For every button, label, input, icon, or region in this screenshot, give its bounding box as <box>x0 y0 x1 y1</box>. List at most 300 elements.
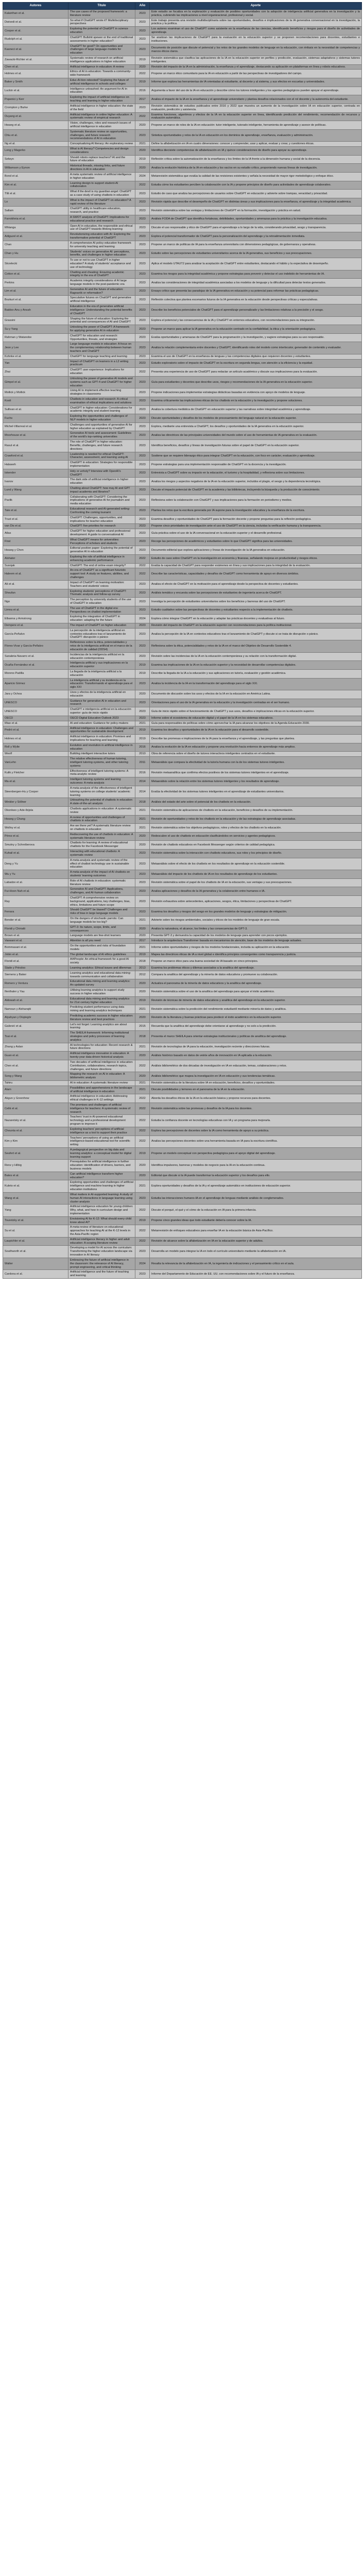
cell-authors: Chen et al. <box>3 64 68 70</box>
table-row <box>3 640 362 652</box>
table-row <box>3 563 362 568</box>
table-row <box>3 952 362 957</box>
cell-year: 2022 <box>135 1237 150 1246</box>
cell-year: 2022 <box>135 555 150 564</box>
cell-authors: Moreno Padilla <box>3 669 68 678</box>
cell-year: 2023 <box>135 469 150 478</box>
table-row <box>3 841 362 850</box>
cell-title: Unleashing the potential of chatbots in education: A state-of-the-art analysis <box>68 798 135 807</box>
table-row <box>3 44 362 56</box>
cell-year: 2022 <box>135 1103 150 1115</box>
cell-year: 2023 <box>135 304 150 316</box>
table-body <box>3 10 362 1279</box>
table-row <box>3 707 362 716</box>
cell-title: A meta-analysis and systematic review of the effect of chatbot technology use in sustainable education <box>68 858 135 870</box>
cell-year: 2021 <box>135 943 150 952</box>
cell-title: AI technologies for education: Recent research & future directions <box>68 1043 135 1052</box>
cell-contribution: Guía para estudiantes y docentes que describe usos, riesgos y recomendaciones de la IA generativa en la educación superior. <box>150 376 362 388</box>
cell-year: 2023 <box>135 858 150 870</box>
cell-contribution: Sostiene que se requiere liderazgo ético para integrar ChatGPT en la educación, con foco en carácter, evaluación y aprendizaje. <box>150 452 362 461</box>
cell-contribution: Revisión sistemática sobre la interacción con chatbots educativos, sus roles y los principios de diseño. <box>150 850 362 858</box>
cell-year: 2017 <box>135 95 150 104</box>
table-row <box>3 699 362 707</box>
cell-year: 2021 <box>135 806 150 815</box>
cell-authors: Holmes et al. <box>3 735 68 743</box>
cell-title: Vision, challenges, roles and research issues of artificial intelligence in education <box>68 121 135 130</box>
cell-contribution: Revisión sistemática de estudios publicados entre 2016 y 2022 que muestra un aumento de la investigación sobre IA en educación superior, centrada en evaluación, predicción y asistencia. <box>150 104 362 112</box>
cell-contribution: Informe del Departamento de Educación de EE. UU. con recomendaciones sobre IA y el futuro de la enseñanza. <box>150 1270 362 1279</box>
cell-contribution: Analiza los riesgos y aspectos negativos de la IA en la educación superior, incluidos el plagio, el sesgo y la dependencia tecnológica. <box>150 478 362 486</box>
cell-title: To use or not to use ChatGPT in higher education? A study of students' acceptance and use of technology <box>68 258 135 270</box>
cell-authors: Baidoo-Anu y Ansah <box>3 304 68 316</box>
table-row <box>3 325 362 334</box>
cell-contribution: Analiza las percepciones docentes sobre una herramienta basada en IA para la escritura científica. <box>150 1136 362 1147</box>
cell-authors: Ifenthaler y Yau <box>3 988 68 997</box>
cell-title: Open AI in education, the responsible and ethical use of ChatGPT towards lifelong learning <box>68 224 135 232</box>
cell-contribution: Examina desafíos y oportunidades de ChatGPT para la formación docente y propone preguntas para la reflexión pedagógica. <box>150 515 362 524</box>
cell-authors: Mollick y Mollick <box>3 388 68 397</box>
table-row <box>3 64 362 70</box>
cell-contribution: Informe que explora las herramientas de IA orientadas al estudiante, al docente y al sistema, y sus efectos en escuelas y universidades. <box>150 78 362 87</box>
table-row <box>3 35 362 44</box>
cell-title: Exploring the opportunities and challenges of NLP models in higher education <box>68 414 135 423</box>
table-row <box>3 172 362 181</box>
cell-contribution: Actualiza el panorama de la minería de datos educativos y la analítica del aprendizaje. <box>150 979 362 988</box>
cell-authors: Bond et al. <box>3 172 68 181</box>
cell-title: Exploring students' perceptions of ChatGPT: Thematic analysis and follow-up survey <box>68 589 135 598</box>
cell-authors: Bender et al. <box>3 917 68 925</box>
cell-year: 2021 <box>135 721 150 726</box>
cell-year: 2019 <box>135 56 150 64</box>
cell-title: Chatbots applications in education: A systematic review <box>68 806 135 815</box>
table-row <box>3 27 362 36</box>
cell-year: 2020 <box>135 64 150 70</box>
cell-year: 2023 <box>135 431 150 440</box>
cell-year: 2023 <box>135 461 150 469</box>
cell-year: 2020 <box>135 988 150 997</box>
table-row <box>3 743 362 752</box>
table-row <box>3 95 362 104</box>
cell-title: Chatting and cheating: Ensuring academic integrity in the era of ChatGPT <box>68 270 135 279</box>
cell-authors: Alyahyan y Düştegör <box>3 1013 68 1022</box>
table-row <box>3 815 362 824</box>
cell-year: 2019 <box>135 952 150 957</box>
cell-year: 2023 <box>135 495 150 506</box>
cell-year: 2023 <box>135 359 150 368</box>
cell-year: 2023 <box>135 537 150 546</box>
cell-contribution: Explora cómo integrar ChatGPT en la educación y adaptar las prácticas docentes y evaluativas al futuro. <box>150 615 362 623</box>
cell-title: Learning analytics: Ethical issues and dilemmas <box>68 966 135 971</box>
table-row <box>3 908 362 917</box>
cell-contribution: Metarrevisión de enfoques educativos para enseñar IA en la educación básica de Asia-Pacífico. <box>150 1225 362 1237</box>
cell-authors: Dempere et al. <box>3 623 68 629</box>
table-row <box>3 850 362 858</box>
cell-contribution: Estudia las interacciones humano-IA en el aprendizaje de lenguas mediante análisis de conglomerados. <box>150 1192 362 1204</box>
cell-authors: Selwyn <box>3 155 68 164</box>
cell-contribution: Plantea los retos que la escritura generada por IA supone para la investigación educativa y la enseñanza de la escritura. <box>150 507 362 516</box>
cell-contribution: Ensayo crítico que presenta las paradojas de la IA generativa en educación y su potencial para reformar las prácticas pedagógicas. <box>150 287 362 296</box>
table-row <box>3 1043 362 1052</box>
cell-contribution: Revisión sistemática sobre las promesas y desafíos de la IA para los docentes. <box>150 1103 362 1115</box>
cell-title: Using AI to implement effective teaching strategies in classrooms <box>68 388 135 397</box>
table-row <box>3 422 362 431</box>
cell-title: ChatGPT: A comprehensive review on background, applications, key challenges, bias, ethics, limitations and future scope <box>68 896 135 908</box>
cell-year: 2023 <box>135 524 150 529</box>
cell-contribution: Discute el uso responsable y ético de ChatGPT para el aprendizaje a lo largo de la vida, considerando privacidad, sesgo y transparencia. <box>150 224 362 232</box>
cell-contribution: Revisión sistemática sobre las ventajas y limitaciones de ChatGPT en la formación, investigación y práctica en salud. <box>150 207 362 215</box>
cell-authors: Trust et al. <box>3 515 68 524</box>
cell-authors: Tate et al. <box>3 507 68 516</box>
cell-authors: Miao et al. <box>3 721 68 726</box>
table-row <box>3 440 362 452</box>
cell-title: AI in education: A systematic literature review <box>68 1080 135 1086</box>
cell-authors: Zhai <box>3 368 68 377</box>
cell-year: 2023 <box>135 129 150 141</box>
cell-authors: Song y Wang <box>3 1072 68 1081</box>
cell-title: Artificial intelligence education for young children: Why, what, and how in curriculum design and implementation <box>68 1205 135 1216</box>
cell-year: 2019 <box>135 669 150 678</box>
cell-year: 2020 <box>135 841 150 850</box>
cell-title: ChatGPT for language teaching and learning <box>68 354 135 359</box>
cell-contribution: Discute el porqué, el qué y el cómo de la educación en IA para la primera infancia. <box>150 1205 362 1216</box>
cell-title: Envisioning AI for K-12: What should every child know about AI? <box>68 1216 135 1225</box>
table-row <box>3 461 362 469</box>
cell-title: Inteligencia artificial y sus implicaciones en la educación superior <box>68 661 135 670</box>
cell-contribution: Analiza el impacto de la IA en la enseñanza y el aprendizaje universitario y plantea desafíos relacionados con el rol docente y la autonomía del estudiante. <box>150 95 362 104</box>
cell-title: Attention is all you need <box>68 939 135 944</box>
cell-title: Exploring the integration of ChatGPT in education: adapting for the future <box>68 615 135 623</box>
table-row <box>3 798 362 807</box>
table-row <box>3 147 362 156</box>
table-row <box>3 414 362 423</box>
table-row <box>3 376 362 388</box>
cell-year: 2022 <box>135 1060 150 1072</box>
cell-authors: Shoufan <box>3 589 68 598</box>
cell-contribution: Estudio de caso sobre ChatGPT en la investigación en economía y finanzas, señalando mejoras en productividad y riesgos éticos. <box>150 555 362 564</box>
cell-title: On the opportunities and risks of foundation models <box>68 943 135 952</box>
cell-title: ChatGPT: Challenges, opportunities, and implications for teacher education <box>68 515 135 524</box>
cell-title: Systematic literature review on opportunities, challenges, and future research recommendations of AI in education <box>68 129 135 141</box>
table-row <box>3 925 362 934</box>
cell-title: ChatGPT e inteligencia artificial en la educación superior: guía de inicio rápido <box>68 707 135 716</box>
cell-year: 2023 <box>135 589 150 598</box>
cell-contribution: Redescubre el uso de chatbots en educación clasificándolos en servicios y agentes pedagógicos. <box>150 832 362 841</box>
table-row <box>3 726 362 735</box>
cell-title: ChatGPT: Bullshit spewer or the end of traditional assessments in higher education? <box>68 35 135 44</box>
table-row <box>3 104 362 112</box>
table-row <box>3 515 362 524</box>
cell-title: A review of opportunities and challenges of chatbots in education <box>68 815 135 824</box>
cell-contribution: Explora las percepciones de docentes sobre la IA como herramienta de apoyo a su práctica. <box>150 1127 362 1136</box>
table-row <box>3 628 362 640</box>
cell-title: Artificial intelligence innovation in education: A twenty-year data-driven historical analysis <box>68 1052 135 1060</box>
cell-authors: Ouyang et al. <box>3 112 68 121</box>
cell-title: Holy or unholy? Interview with OpenAI's ChatGPT <box>68 469 135 478</box>
table-row <box>3 224 362 232</box>
table-row <box>3 870 362 879</box>
cell-contribution: Documento de posición que discute el potencial y los retos de los grandes modelos de lenguaje en la educación, con énfasis en la necesidad de competencias y marcos éticos claros. <box>150 44 362 56</box>
cell-authors: Laupichler et al. <box>3 1237 68 1246</box>
cell-contribution: Informe sobre el ecosistema de educación digital y el papel de la IA en los sistemas educativos. <box>150 716 362 721</box>
literature-review-table <box>3 2 362 1279</box>
cell-title: A meta systematic review of artificial intelligence in higher education <box>68 172 135 181</box>
cell-title: Artificial intelligence in online higher education: A systematic review of empirical research <box>68 112 135 121</box>
cell-authors: Farrokhnia et al. <box>3 215 68 224</box>
cell-year: 2023 <box>135 580 150 589</box>
cell-authors: Moorhouse et al. <box>3 431 68 440</box>
cell-year: 2021 <box>135 1005 150 1014</box>
cell-title: Developing a model for AI across the curriculum: Transforming the higher education landscape via innovation in AI literacy <box>68 1246 135 1258</box>
cell-year: 2023 <box>135 215 150 224</box>
cell-contribution: Estudio sobre las percepciones de estudiantes universitarios acerca de la IA generativa, sus beneficios y sus preocupaciones. <box>150 249 362 258</box>
cell-year: 2023 <box>135 870 150 879</box>
cell-contribution: Estudia la confianza docente en tecnologías educativas con IA y un programa para mejorarla. <box>150 1115 362 1127</box>
cell-title: Reflexiones sobre la ética, potencialidades y retos de la inteligencia artificial en el marco de la educación de calidad (ODS4) <box>68 640 135 652</box>
cell-contribution: Sintetiza oportunidades y retos de la IA en educación en los dominios de aprendizaje, enseñanza, evaluación y administración. <box>150 129 362 141</box>
cell-title: Artificial intelligence in education: Addressing ethical challenges in K-12 settings <box>68 1094 135 1103</box>
cell-year: 2023 <box>135 699 150 707</box>
cell-authors: Ali et al. <box>3 580 68 589</box>
cell-title: AI4People: An ethical framework for a good AI society <box>68 957 135 966</box>
table-row <box>3 287 362 296</box>
cell-contribution: Analiza la cobertura mediática de ChatGPT en educación superior y las narrativas sobre integridad académica y aprendizaje. <box>150 405 362 414</box>
table-row <box>3 296 362 304</box>
cell-contribution: Analiza las consideraciones de integridad académica asociadas a los modelos de lenguaje y la dificultad para detectar textos generados. <box>150 279 362 287</box>
cell-year: 2019 <box>135 661 150 670</box>
table-row <box>3 966 362 971</box>
cell-year: 2023 <box>135 507 150 516</box>
cell-title: A SWOT analysis of ChatGPT: Implications for educational practice and research <box>68 215 135 224</box>
cell-authors: Grassini <box>3 316 68 325</box>
table-row <box>3 1180 362 1192</box>
table-row <box>3 537 362 546</box>
table-row <box>3 777 362 786</box>
cell-title: A pedagogical perspective on big data and learning analytics: a conceptual model for digital learning support <box>68 1147 135 1159</box>
cell-contribution: Estudio de caso que analiza las percepciones de usuarios sobre ChatGPT en educación y advierte sobre trampas, veracidad y privacidad. <box>150 190 362 198</box>
cell-authors: Kooli <box>3 397 68 405</box>
cell-title: La percepción de la inteligencia artificial en contextos educativos tras el lanzamiento de ChatGPT: disrupción o pánico <box>68 628 135 640</box>
cell-contribution: Explora el potencial transformador de ChatGPT para la personalización del aprendizaje y la retroalimentación inmediata. <box>150 232 362 241</box>
cell-authors: Yan <box>3 359 68 368</box>
cell-authors: Touretzky et al. <box>3 1216 68 1225</box>
table-row <box>3 690 362 699</box>
table-row <box>3 832 362 841</box>
table-row <box>3 979 362 988</box>
cell-contribution: Presenta GPT-3 y demuestra la capacidad de los modelos de lenguaje para aprender con pocos ejemplos. <box>150 934 362 939</box>
cell-authors: Cotton et al. <box>3 270 68 279</box>
table-row <box>3 1005 362 1014</box>
cell-title: ChatGPT in higher education: Considerations for academic integrity and student learning <box>68 405 135 414</box>
cell-title: Should ChatGPT be biased? Challenges and risks of bias in large language models <box>68 908 135 917</box>
cell-authors: Chan y Hu <box>3 249 68 258</box>
table-row <box>3 78 362 87</box>
cell-title: Learning design to support student-AI collaboration <box>68 181 135 190</box>
cell-year: 2019 <box>135 78 150 87</box>
cell-authors: Steenbergen-Hu y Cooper <box>3 786 68 798</box>
cell-title: Exploring the impact of artificial intelligence on teaching and learning in higher education <box>68 95 135 104</box>
cell-authors: Perkins <box>3 279 68 287</box>
table-row <box>3 469 362 478</box>
cell-title: Usos y efectos de la inteligencia artificial en educación <box>68 690 135 699</box>
cell-authors: Sanabria-Navarro et al. <box>3 652 68 661</box>
cell-contribution: Guía para responsables de políticas sobre cómo aprovechar la IA para alcanzar los objetivos de la Agenda Educación 2030. <box>150 721 362 726</box>
cell-title: ChatGPT for education and research: Opportunities, threats, and strategies <box>68 333 135 342</box>
cell-authors: Atlas <box>3 529 68 538</box>
cell-authors: Crawford et al. <box>3 452 68 461</box>
cell-title: Shaping the future of education: Exploring the potential and consequences of AI and ChatGPT <box>68 316 135 325</box>
cell-year: 2024 <box>135 172 150 181</box>
table-row <box>3 1216 362 1225</box>
cell-title: Academic integrity considerations of AI large language models in the post-pandemic era <box>68 279 135 287</box>
cell-year: 2019 <box>135 726 150 735</box>
cell-title: On the dangers of stochastic parrots: Can language models be too big? <box>68 917 135 925</box>
cell-contribution: Define la alfabetización en IA en cuatro dimensiones: conocer y comprender, usar y aplicar, evaluar y crear, y cuestiones éticas. <box>150 142 362 147</box>
cell-contribution: Aborda los desafíos éticos de la IA en la educación básica y propone recursos para docentes. <box>150 1094 362 1103</box>
cell-contribution: Propone un marco de roles de la IA en educación: tutor inteligente, tutorado inteligente, herramienta de aprendizaje y asesor de políticas. <box>150 121 362 130</box>
cell-contribution: Este estudio se focaliza en la exploración y evaluación de posibles oportunidades con la adopción de inteligencia artificial generativa en la investigación y la práctica, cubriendo las implicaciones a nivel organizacional, profesional y social. <box>150 10 362 19</box>
cell-contribution: Evalúa la efectividad de los sistemas tutores inteligentes en el aprendizaje de estudiantes universitarios. <box>150 786 362 798</box>
cell-title: The use of ChatGPT in the digital era: Perspectives on chatbot implementation <box>68 606 135 615</box>
table-row <box>3 752 362 757</box>
cell-authors: Ngo <box>3 598 68 606</box>
cell-contribution: Discute oportunidades y desafíos de los modelos de procesamiento del lenguaje natural en la educación superior. <box>150 414 362 423</box>
cell-year: 2016 <box>135 743 150 752</box>
cell-authors: Bozkurt et al. <box>3 296 68 304</box>
table-row <box>3 198 362 207</box>
cell-authors: Jobin et al. <box>3 952 68 957</box>
cell-contribution: Reflexiona sobre la colaboración con ChatGPT y sus implicaciones para la formación en periodismo y medios. <box>150 495 362 506</box>
cell-title: A meta-analysis of the impact of AI chatbots on students' learning outcomes <box>68 870 135 879</box>
cell-year: 2023 <box>135 452 150 461</box>
cell-authors: Haleem et al. <box>3 568 68 580</box>
cell-year: 2023 <box>135 279 150 287</box>
cell-authors: Su y Yang <box>3 325 68 334</box>
cell-authors: García-Peñalvo <box>3 628 68 640</box>
cell-year: 2023 <box>135 529 150 538</box>
cell-contribution: Estudio exploratorio sobre el impacto de ChatGPT en la escritura en segunda lengua, con atención a la eficiencia y la equidad. <box>150 359 362 368</box>
table-row <box>3 121 362 130</box>
cell-contribution: Aplica el modelo UTAUT2 para analizar la aceptación de ChatGPT entre estudiantes, destacando el hábito y la expectativa de desempeño. <box>150 258 362 270</box>
table-row <box>3 1060 362 1072</box>
cell-year: 2023 <box>135 296 150 304</box>
cell-year: 2022 <box>135 568 150 580</box>
cell-authors: Okonkwo y Ade-Ibijola <box>3 806 68 815</box>
cell-authors: Halaweh <box>3 461 68 469</box>
cell-contribution: Examina las implicaciones de la IA en la educación superior y la necesidad de desarrollar competencias digitales. <box>150 661 362 670</box>
cell-authors: Aparicio Gómez <box>3 678 68 690</box>
cell-contribution: Revisión sistemática que clasifica las aplicaciones de la IA en la educación superior en perfiles y predicción, evaluación, sistemas adaptativos y sistemas tutores inteligentes. <box>150 56 362 64</box>
cell-contribution: Recuerda que la analítica del aprendizaje debe orientarse al aprendizaje y no solo a la predicción. <box>150 1022 362 1031</box>
table-row <box>3 1160 362 1172</box>
cell-authors: Seufert et al. <box>3 1147 68 1159</box>
cell-authors: Chounta et al. <box>3 1127 68 1136</box>
cell-authors: Hwang y Chen <box>3 546 68 555</box>
cell-authors: Chan <box>3 241 68 249</box>
cell-contribution: Revisión de chatbots educativos en Facebook Messenger según criterios de calidad pedagógica. <box>150 841 362 850</box>
cell-authors: Firat <box>3 537 68 546</box>
cell-title: Unlocking the power of generative AI models and systems such as GPT-4 and ChatGPT for higher education <box>68 376 135 388</box>
table-row <box>3 10 362 19</box>
cell-authors: Crompton y Burke <box>3 104 68 112</box>
cell-authors: Jeon y Lee <box>3 342 68 354</box>
cell-year: 2020 <box>135 1172 150 1180</box>
cell-year: 2023 <box>135 241 150 249</box>
cell-year: 2020 <box>135 934 150 939</box>
cell-contribution: Revisión del impacto de la IA en la administración, la enseñanza y el aprendizaje, destacando su aplicación en plataformas en línea y robots educativos. <box>150 64 362 70</box>
table-row <box>3 939 362 944</box>
cell-authors: Bommasani et al. <box>3 943 68 952</box>
cell-contribution: Propone cinco prioridades de investigación ante el uso de ChatGPT en la ciencia, incluidas la verificación humana y la transparencia. <box>150 524 362 529</box>
table-row <box>3 1136 362 1147</box>
cell-contribution: Metaanálisis sobre la relación entre los sistemas tutores inteligentes y los resultados de aprendizaje. <box>150 777 362 786</box>
cell-title: Educ-AI-tion rebooted? Exploring the future of artificial intelligence in schools and colleges <box>68 78 135 87</box>
cell-year: 2020 <box>135 925 150 934</box>
cell-year: 2020 <box>135 1052 150 1060</box>
cell-year: 2023 <box>135 1246 150 1258</box>
table-row <box>3 215 362 224</box>
cell-contribution: Introduce la arquitectura Transformer basada en mecanismos de atención, base de los modelos de lenguaje actuales. <box>150 939 362 944</box>
cell-authors: Jara y Ochoa <box>3 690 68 699</box>
cell-contribution: Propone un marco ético comunitario para la IA en educación a partir de las perspectivas de investigadores del campo. <box>150 70 362 78</box>
table-row <box>3 555 362 564</box>
cell-title: The dark side of artificial intelligence in higher education <box>68 478 135 486</box>
table-row <box>3 735 362 743</box>
cell-authors: Sallam <box>3 207 68 215</box>
cell-authors: Vaswani et al. <box>3 939 68 944</box>
cell-authors: Kasneci et al. <box>3 44 68 56</box>
cell-contribution: Revisión sistemática sobre el papel de los chatbots de IA en la educación, sus ventajas y sus preocupaciones. <box>150 878 362 887</box>
table-row <box>3 568 362 580</box>
cell-title: Let's not forget: Learning analytics are about learning <box>68 1022 135 1031</box>
table-row <box>3 388 362 397</box>
table-row <box>3 1147 362 1159</box>
cell-authors: Slade y Prinsloo <box>3 966 68 971</box>
cell-contribution: Metaanálisis sobre el efecto de los chatbots en los resultados de aprendizaje en la educación sostenible. <box>150 858 362 870</box>
cell-authors: Tlili et al. <box>3 190 68 198</box>
cell-title: ChatGPT user experience: Implications for education <box>68 368 135 377</box>
cell-title: The role of ChatGPT in higher education: Benefits, challenges, and future research directions <box>68 440 135 452</box>
cell-title: The global landscape of AI ethics guidelines <box>68 952 135 957</box>
cell-year: 2023 <box>135 414 150 423</box>
cell-authors: Rasul et al. <box>3 440 68 452</box>
cell-contribution: Revisión de técnicas de minería de datos educativos y analítica del aprendizaje en la educación superior. <box>150 996 362 1005</box>
cell-title: Intelligence unleashed: An argument for AI in education <box>68 87 135 95</box>
cell-year: 2023 <box>135 486 150 495</box>
cell-contribution: Propone cinco grandes ideas que todo estudiante debería conocer sobre la IA. <box>150 1216 362 1225</box>
table-row <box>3 164 362 173</box>
cell-authors: Tahiru <box>3 1080 68 1086</box>
cell-year: 2023 <box>135 224 150 232</box>
cell-title: Systematic review of research on artificial intelligence applications in higher education <box>68 56 135 64</box>
table-row <box>3 1103 362 1115</box>
cell-title: Educational data mining and learning analytics for 21st century higher education <box>68 996 135 1005</box>
cell-title: Artificial intelligence in education: Promises and implications for teaching and learning <box>68 735 135 743</box>
table-row <box>3 249 362 258</box>
cell-authors: Adiguzel et al. <box>3 232 68 241</box>
cell-authors: Kuhail et al. <box>3 850 68 858</box>
cell-contribution: Revisión sobre las incidencias de la IA en la educación contemporánea y su relación con la transformación digital. <box>150 652 362 661</box>
cell-authors: Rahman y Watanobe <box>3 333 68 342</box>
cell-title: Artificial intelligence and the future of teaching and learning <box>68 1270 135 1279</box>
cell-contribution: Evalúa oportunidades y amenazas de ChatGPT para la programación y la investigación, y sugiere estrategias para su uso responsable. <box>150 333 362 342</box>
cell-contribution: Recoge las percepciones de académicos y estudiantes sobre lo que ChatGPT significa para las universidades. <box>150 537 362 546</box>
cell-title: Chatbots in education and research: A critical examination of ethical implications and solutions <box>68 397 135 405</box>
cell-contribution: Examina críticamente las implicaciones éticas de los chatbots en la educación y la investigación y propone soluciones. <box>150 397 362 405</box>
cell-contribution: Examina los problemas éticos y dilemas asociados a la analítica del aprendizaje. <box>150 966 362 971</box>
cell-year: 2023 <box>135 678 150 690</box>
cell-authors: Zawacki-Richter et al. <box>3 56 68 64</box>
cell-contribution: Los autores examinan el uso de ChatGPT como asistente en la enseñanza de las ciencias, identificando beneficios y riesgos para el diseño de actividades de aprendizaje. <box>150 27 362 36</box>
